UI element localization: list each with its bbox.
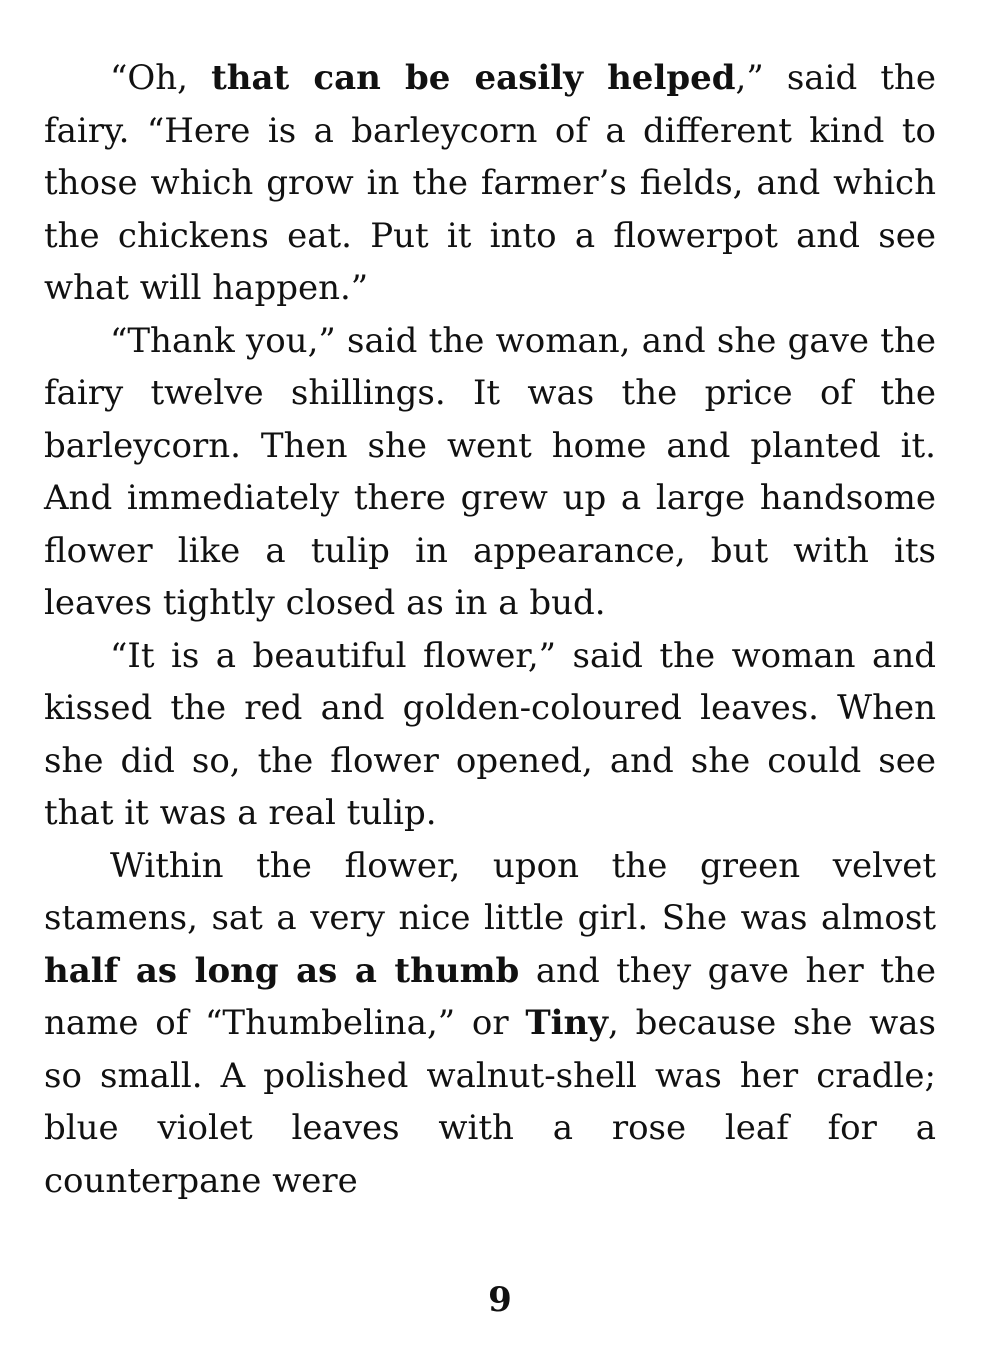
- paragraph-4-text-continued: and they gave her the name of “Thumbelina,” or: [44, 950, 936, 1043]
- paragraph-2-text: “Thank you,” said the woman, and she gave the fairy twelve shillings. It was the price of the barleycorn. Then she went home and planted it. And immediately there grew up a large handsome flower like a tulip in appearance, but with its leaves tightly closed as in a bud.: [44, 320, 936, 623]
- paragraph-2: [44, 315, 936, 630]
- paragraph-1-text: “Oh,: [110, 58, 212, 98]
- paragraph-3: [44, 630, 936, 840]
- body-text: [44, 52, 936, 1207]
- bold-phrase-half-as-long: half as long as a thumb: [44, 950, 520, 991]
- paragraph-4-text-end: , because she was so small. A polished walnut-shell was her cradle; blue violet leaves with a rose leaf for a counterpane were: [44, 1003, 936, 1201]
- paragraph-1-text-continued: ,” said the fairy. “Here is a barleycorn of a different kind to those which grow in the farmer’s fields, and which the chickens eat. Put it into a flowerpot and see what will happen.”: [44, 58, 937, 308]
- paragraph-3-text: “It is a beautiful flower,” said the woman and kissed the red and golden-coloured leaves. When she did so, the flower opened, and she could see that it was a real tulip.: [44, 635, 936, 833]
- paragraph-4: [44, 840, 936, 1208]
- bold-phrase-easily-helped: that can be easily helped: [211, 58, 736, 98]
- paragraph-4-text: Within the flower, upon the green velvet stamens, sat a very nice little girl. She was almost: [44, 845, 936, 938]
- paragraph-1: [44, 52, 936, 315]
- bold-word-tiny: Tiny: [525, 1003, 609, 1043]
- page-number: 9: [488, 1280, 512, 1320]
